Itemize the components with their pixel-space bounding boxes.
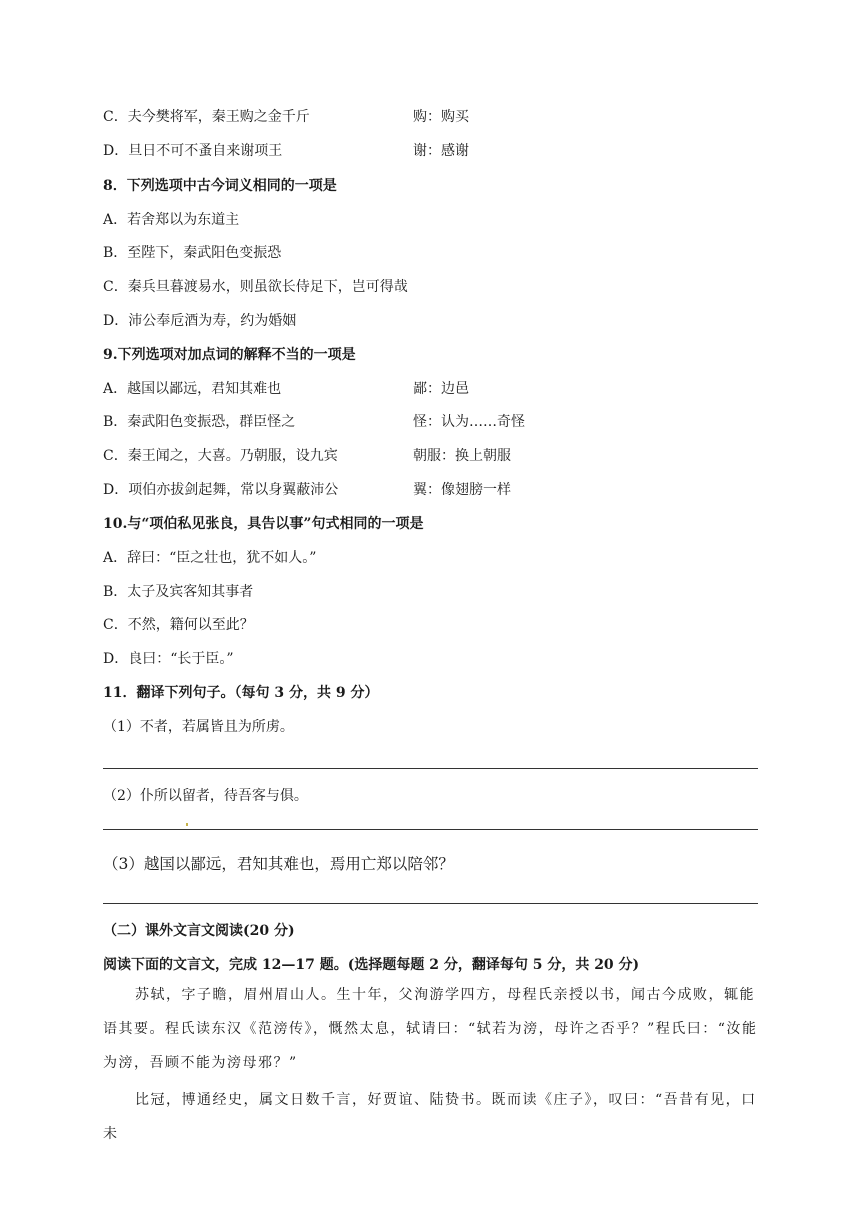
q8-option-b: B．至陛下，秦武阳色变振恐 (103, 245, 282, 261)
answer-line-1 (103, 768, 758, 769)
q7-option-d: D．旦日不可不蚤自来谢项王 (103, 143, 283, 159)
q9-option-c: C．秦王闻之，大喜。乃朝服，设九宾 (103, 448, 338, 464)
q11-sentence-1: （1）不者，若属皆且为所虏。 (103, 719, 294, 735)
q8-option-a: A．若舍郑以为东道主 (103, 212, 240, 228)
q9-option-a-answer: 鄙：边邑 (413, 381, 469, 397)
q7-option-d-answer: 谢：感谢 (413, 143, 469, 159)
q11-sentence-2: （2）仆所以留者，待吾客与俱。 (103, 788, 308, 804)
section2-instruction: 阅读下面的文言文，完成 12—17 题。(选择题每题 2 分，翻译每句 5 分，共 20 分) (103, 957, 640, 973)
q10-title: 10.与“项伯私见张良，具告以事”句式相同的一项是 (103, 516, 424, 532)
q9-option-a: A．越国以鄙远，君知其难也 (103, 381, 282, 397)
q7-option-c-answer: 购：购买 (413, 109, 469, 125)
q9-option-d-answer: 翼：像翅膀一样 (413, 482, 511, 498)
stray-mark (186, 823, 188, 826)
q10-option-b: B．太子及宾客知其事者 (103, 584, 254, 600)
q11-title: 11．翻译下列句子。（每句 3 分，共 9 分） (103, 685, 379, 701)
section2-title: （二）课外文言文阅读(20 分) (103, 923, 295, 939)
q10-option-c: C．不然，籍何以至此？ (103, 617, 254, 633)
answer-line-3 (103, 903, 758, 904)
q9-option-b-answer: 怪：认为……奇怪 (413, 414, 525, 430)
passage-paragraph-1: 苏轼，字子瞻，眉州眉山人。生十年，父洵游学四方，母程氏亲授以书，闻古今成败，辄能语其要。程氏读东汉《范滂传》，慨然太息，轼请曰：“轼若为滂，母许之否乎？”程氏曰：“汝能为滂，吾顾不能为滂母邪？” (103, 987, 758, 1071)
q7-option-c: C．夫今樊将军，秦王购之金千斤 (103, 109, 310, 125)
q10-option-a: A．辞曰：“臣之壮也，犹不如人。” (103, 550, 317, 566)
q11-sentence-3: （3）越国以鄙远，君知其难也，焉用亡郑以陪邻？ (103, 855, 454, 873)
answer-line-2 (103, 829, 758, 830)
q9-option-b: B．秦武阳色变振恐，群臣怪之 (103, 414, 296, 430)
q9-title: 9.下列选项对加点词的解释不当的一项是 (103, 347, 356, 363)
passage-paragraph-2: 比冠，博通经史，属文日数千言，好贾谊、陆贽书。既而读《庄子》，叹曰：“吾昔有见，口未 (103, 1092, 757, 1142)
q9-option-d: D．项伯亦拔剑起舞，常以身翼蔽沛公 (103, 482, 339, 498)
q8-option-d: D．沛公奉卮酒为寿，约为婚姻 (103, 313, 297, 329)
q10-option-d: D．良曰：“长于臣。” (103, 651, 234, 667)
q8-title: 8．下列选项中古今词义相同的一项是 (103, 178, 337, 194)
q9-option-c-answer: 朝服：换上朝服 (413, 448, 511, 464)
q8-option-c: C．秦兵旦暮渡易水，则虽欲长侍足下，岂可得哉 (103, 279, 408, 295)
